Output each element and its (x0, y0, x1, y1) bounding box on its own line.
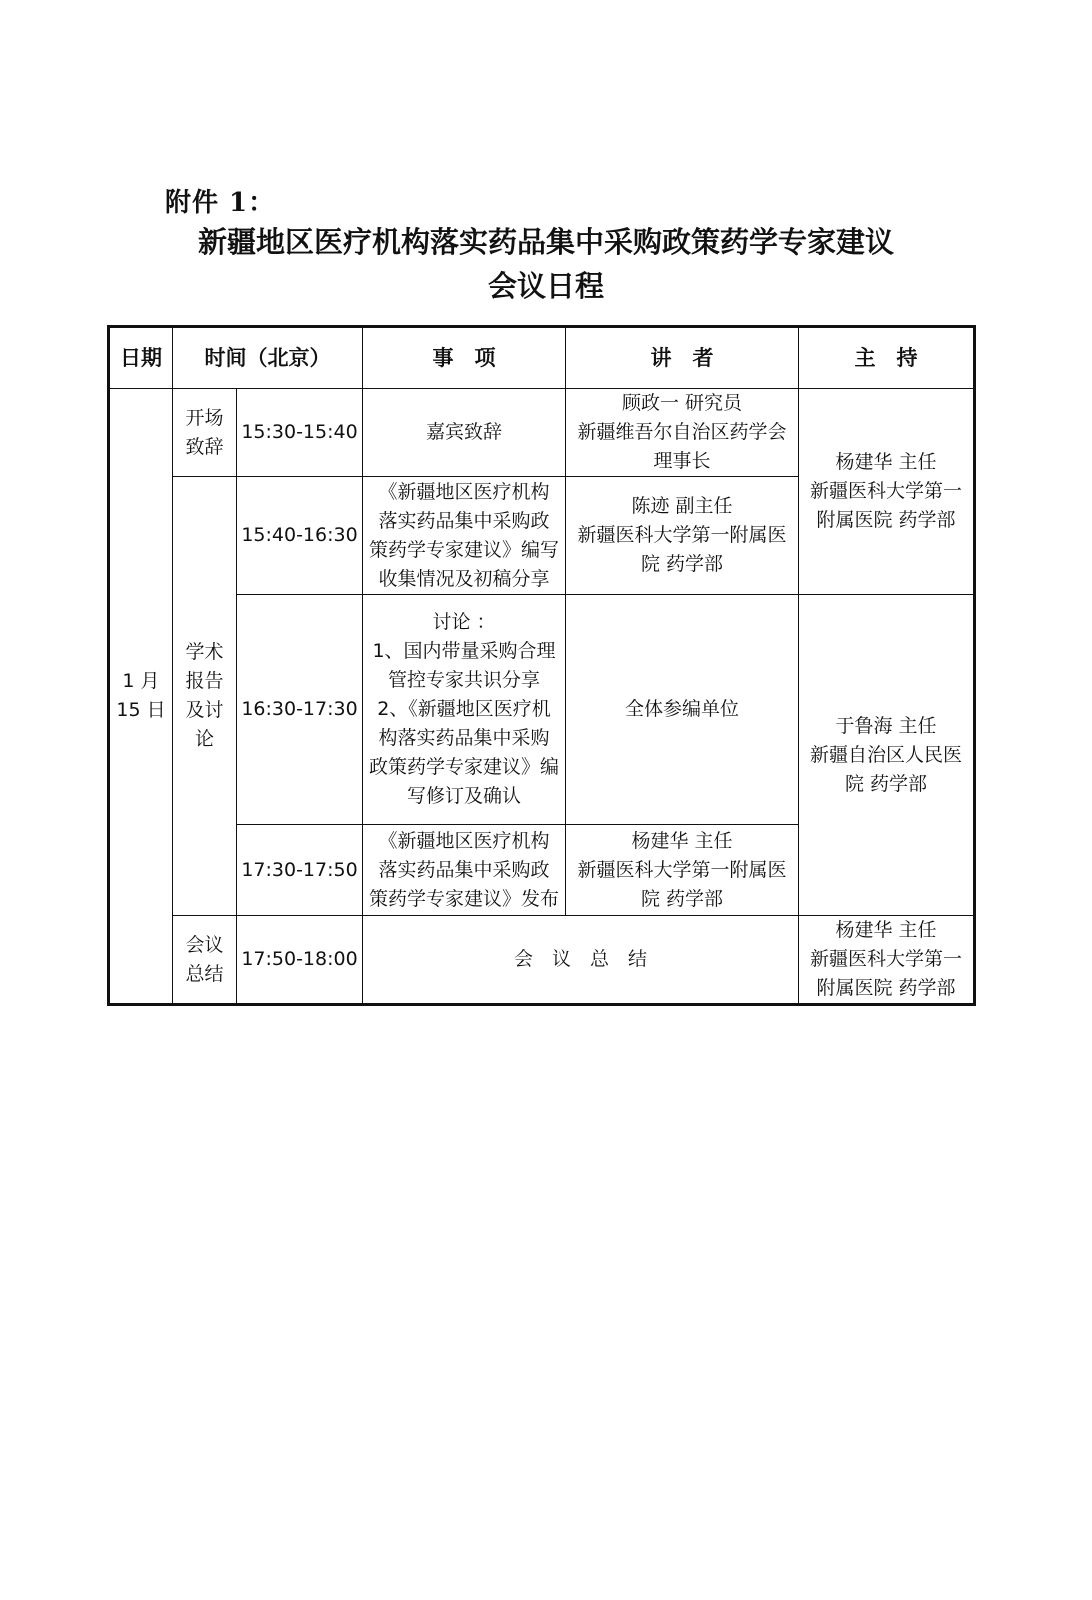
item-cell: 《新疆地区医疗机构 落实药品集中采购政 策药学专家建议》编写 收集情况及初稿分享 (363, 477, 566, 595)
date-cell: 1 月 15 日 (109, 389, 173, 1005)
speaker-cell: 顾政一 研究员 新疆维吾尔自治区药学会 理事长 (566, 389, 799, 477)
header-time: 时间（北京） (173, 327, 363, 389)
host-cell: 于鲁海 主任 新疆自治区人民医 院 药学部 (799, 595, 975, 916)
speaker-cell: 全体参编单位 (566, 595, 799, 825)
item-cell: 《新疆地区医疗机构 落实药品集中采购政 策药学专家建议》发布 (363, 825, 566, 916)
time-cell: 17:30-17:50 (237, 825, 363, 916)
item-cell: 讨论 ： 1、国内带量采购合理 管控专家共识分享 2、《新疆地区医疗机 构落实药品集中采购 政策药学专家建议》编 写修订及确认 (363, 595, 566, 825)
document-title: 新疆地区医疗机构落实药品集中采购政策药学专家建议 (197, 225, 894, 259)
speaker-cell: 陈迹 副主任 新疆医科大学第一附属医 院 药学部 (566, 477, 799, 595)
attachment-label: 附件 1： (165, 188, 276, 218)
time-cell: 16:30-17:30 (237, 595, 363, 825)
item-cell: 嘉宾致辞 (363, 389, 566, 477)
header-row (109, 327, 975, 389)
time-cell: 15:30-15:40 (237, 389, 363, 477)
section-opening: 开场 致辞 (173, 389, 237, 477)
host-cell: 杨建华 主任 新疆医科大学第一 附属医院 药学部 (799, 389, 975, 595)
host-cell: 杨建华 主任 新疆医科大学第一 附属医院 药学部 (799, 916, 975, 1005)
summary-item-cell: 会 议 总 结 (363, 916, 799, 1005)
header-date: 日期 (109, 327, 173, 389)
table-row (109, 595, 975, 825)
header-host: 主 持 (799, 327, 975, 389)
header-item: 事 项 (363, 327, 566, 389)
section-academic: 学术 报告 及讨 论 (173, 477, 237, 916)
table-row (109, 389, 975, 477)
section-summary: 会议 总结 (173, 916, 237, 1005)
time-cell: 15:40-16:30 (237, 477, 363, 595)
document-subtitle: 会议日程 (487, 269, 604, 303)
table-row (109, 916, 975, 1005)
header-speaker: 讲 者 (566, 327, 799, 389)
speaker-cell: 杨建华 主任 新疆医科大学第一附属医 院 药学部 (566, 825, 799, 916)
time-cell: 17:50-18:00 (237, 916, 363, 1005)
schedule-table (107, 325, 976, 1006)
